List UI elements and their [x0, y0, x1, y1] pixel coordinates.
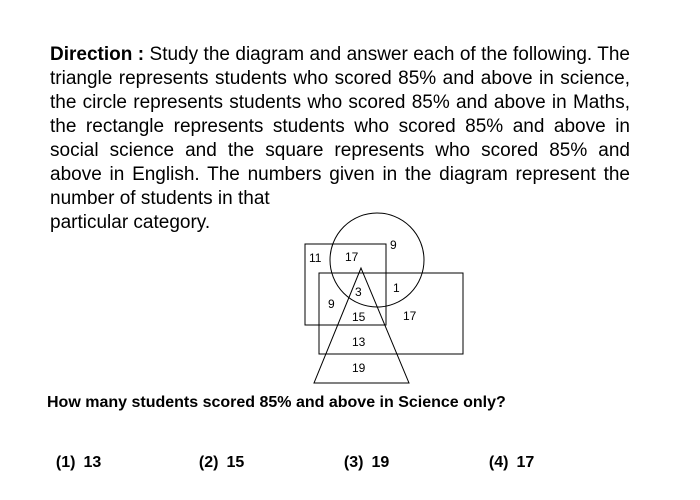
- direction-text-last: particular category.: [50, 212, 211, 233]
- diagram-number: 15: [352, 310, 366, 324]
- diagram-number: 3: [355, 285, 362, 299]
- diagram-number: 19: [352, 361, 366, 375]
- option-number: (2): [198, 454, 219, 471]
- option-number: (4): [488, 454, 509, 471]
- option-value: 15: [226, 454, 245, 471]
- question-text: How many students scored 85% and above in Science only?: [47, 394, 506, 411]
- diagram-number: 17: [345, 250, 359, 264]
- diagram-number: 1: [393, 281, 400, 295]
- option-value: 13: [83, 454, 102, 471]
- option-2[interactable]: [190, 436, 244, 472]
- diagram-number: 11: [309, 251, 322, 265]
- diagram-number: 9: [328, 297, 335, 311]
- option-number: (1): [55, 454, 76, 471]
- option-3[interactable]: [335, 436, 389, 472]
- social-science-rectangle: [319, 273, 463, 354]
- option-number: (3): [343, 454, 364, 471]
- direction-label: Direction :: [50, 44, 145, 65]
- option-4[interactable]: [480, 436, 534, 472]
- diagram-number: 13: [352, 335, 366, 349]
- option-value: 19: [371, 454, 390, 471]
- diagram-number: 9: [390, 238, 397, 252]
- direction-text: Study the diagram and answer each of the following. The triangle represents students who scored 85% and above in science, the circle represents students who scored 85% and above in Maths, the rectangle represents students who scored 85% and above in social science and the square represents who scored 85% and above in English. The numbers given in the diagram represent the number of students in that: [50, 44, 631, 209]
- option-1[interactable]: [47, 436, 101, 472]
- diagram-number: 17: [403, 309, 417, 323]
- option-value: 17: [516, 454, 535, 471]
